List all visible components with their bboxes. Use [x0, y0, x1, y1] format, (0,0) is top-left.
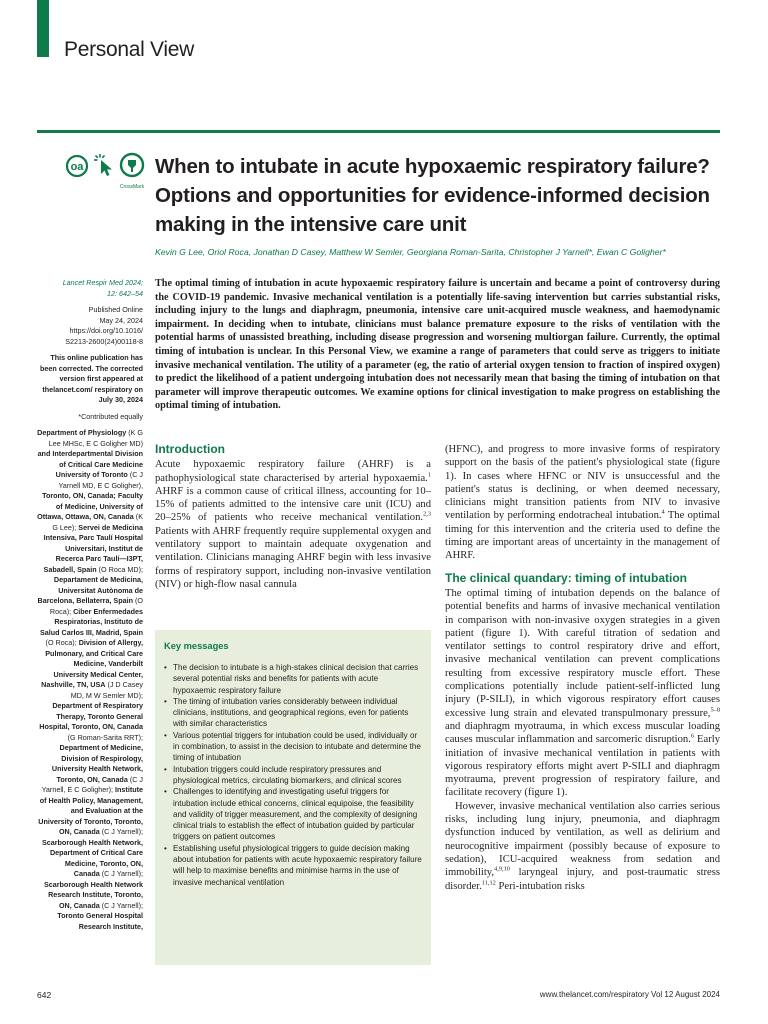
- svg-text:oa: oa: [70, 161, 84, 173]
- right-paragraph-3: However, invasive mechanical ventilation also carries serious risks, including lung injury, pneumonia, and diaphragm dysfunction induced by ventilation, as well as delirium and neurocognitive impairment (possibly because of exposure to sedation), ICU-acquired weakness from sedation and immobility,$^{4,9,10}$ laryngeal injury, and post-traumatic stress disorder.$^{11,12}$ Peri-intubation risks: [445, 800, 720, 892]
- published-date: May 24, 2024: [99, 315, 143, 325]
- affiliation-authors: (G Roman-Sarita RRT);: [67, 732, 143, 742]
- contributed-note: *Contributed equally: [78, 411, 143, 421]
- affiliation-institution: Institute of Health Policy, Management, and Evaluation at the University of Toronto, Toronto, ON, Canada: [38, 785, 143, 836]
- abstract: The optimal timing of intubation in acute hypoxaemic respiratory failure is uncertain and became a point of controversy during the COVID-19 pandemic. Invasive mechanical ventilation is a potentially life-saving intervention but carries substantial risks, including injury to the lungs and diaphragm, pneumonia, intensive care unit-acquired muscle weakness, and haemodynamic impairment. In deciding when to intubate, clinicians must balance premature exposure to the risks of ventilation with the potential harms of unassisted breathing, including disease progression and worsening multiorgan failure. Currently, the optimal timing of intubation is unclear. In this Personal View, we examine a range of parameters that could serve as triggers to initiate invasive mechanical ventilation. The utility of a parameter (eg, the ratio of arterial oxygen tension to fraction of inspired oxygen) to predict the likelihood of a patient undergoing intubation does not necessarily mean that basing the timing of intubation on that parameter will improve therapeutic outcomes. We examine options for clinical investigation to make progress on establishing the optimal timing of intubation.: [155, 278, 720, 412]
- affiliation-institution: Departament de Medicina, Universitat Autònoma de Barcelona, Bellaterra, Spain: [37, 575, 143, 605]
- right-paragraph-1: (HFNC), and progress to more invasive forms of respiratory support on the basis of the patient's physiological state (figure 1). In cases where HFNC or NIV is unsuccessful and the patient's status is declining, or when deemed necessary, clinicians might transition patients from NIV to invasive ventilation by performing endotracheal intubation.$^4$ The optimal timing for this intervention and the criteria used to define the timing are important areas of uncertainty in the management of AHRF.: [445, 444, 720, 562]
- affiliation-authors: (C J Yarnell);: [99, 827, 143, 836]
- key-messages-list: [164, 662, 422, 888]
- affiliation-authors: (C J Yarnell);: [99, 900, 143, 910]
- key-messages-box: [155, 630, 431, 965]
- affiliation-authors: (C J Yarnell MD, E C Goligher),: [58, 470, 143, 490]
- citation-journal: Lancet Respir Med 2024;: [62, 278, 143, 287]
- correction-notice: This online publication has been corrected. The corrected version first appeared at thelancet.com/ respiratory on July 30, 2024: [39, 353, 143, 404]
- affiliation-authors: (C J Yarnell);: [99, 869, 143, 878]
- affiliation-authors: (J D Casey MD, M W Semler MD);: [70, 680, 143, 700]
- left-column: [155, 443, 431, 591]
- doi-link[interactable]: https://doi.org/10.1016/ S2213-2600(24)00118-8: [65, 326, 143, 346]
- key-message-item: • The timing of intubation varies considerably between individual clinicians, institutions, and geographical regions, even for patients with similar characteristics: [164, 696, 422, 730]
- affiliation-authors: (O Roca);: [45, 638, 79, 647]
- right-paragraph-2: The optimal timing of intubation depends on the balance of potential benefits and harms of invasive mechanical ventilation in comparison with non-invasive oxygen strategies in a given patient (figure 1). With careful titration of sedation and ventilator settings to control respiratory drive and effort, invasive mechanical ventilation can prevent complications resulting from excessive respiratory muscle effort. These complications potentially include patient-self-inflicted lung injury (P-SILI), in which vigorous respiratory effort causes excessive lung strain and elevated transpulmonary pressure,$^{5-8}$ and diaphragm myotrauma, in which excess muscular loading causes muscular inflammation and sarcomeric disruption.$^6$ Early initiation of invasive mechanical ventilation in patients with vigorous respiratory efforts might avert P-SILI and diaphragm myotrauma, prevent progression of respiratory failure, and facilitate recovery (figure 1).: [445, 587, 720, 799]
- affiliation-institution: Toronto, ON, Canada; Faculty of Medicine, University of Ottawa, Ottawa, ON, Canada: [37, 491, 143, 521]
- key-message-item: • Various potential triggers for intubation could be used, individually or in combination, to assist in the decision to intubate and determine the timing of intubation: [164, 730, 422, 764]
- article-icons: [66, 152, 146, 188]
- open-access-icon[interactable]: [66, 155, 88, 177]
- affiliation-authors: (O Roca MD);: [96, 564, 143, 574]
- affiliation-institution: Servei de Medicina Intensiva, Parc Taulí Hospital Universitari, Institut de Recerca Parc Taulí—I3PT, Sabadell, Spain: [43, 522, 143, 574]
- affiliations: [37, 428, 143, 932]
- affiliation-authors: (K G Lee);: [52, 512, 143, 532]
- header-rule: [37, 130, 720, 133]
- page-number: 642: [37, 990, 52, 1000]
- accent-bar: [37, 0, 49, 57]
- cursor-click-icon[interactable]: [91, 152, 117, 178]
- affiliation-institution: Scarborough Health Network Research Institute, Toronto, ON, Canada: [43, 879, 143, 910]
- published-online-label: Published Online: [88, 305, 143, 314]
- affiliation-authors: (K G Lee MHSc, E C Goligher MD): [48, 428, 143, 448]
- affiliation-institution: Scarborough Health Network, Department of Critical Care Medicine, Toronto, ON, Canada: [41, 837, 143, 878]
- key-messages-title: Key messages: [164, 641, 229, 651]
- affiliation-institution: Department of Medicine, Division of Respirology, University Health Network, Toronto, ON, Canada: [51, 743, 143, 784]
- key-message-item: • Intubation triggers could include respiratory pressures and physiological metrics, circulating biomarkers, and clinical scores: [164, 764, 422, 787]
- affiliation-institution: and Interdepartmental Division of Critical Care Medicine University of Toronto: [37, 449, 143, 479]
- key-message-item: • Establishing useful physiological triggers to guide decision making about intubation for patients with acute hypoxaemic respiratory failure will help to maximise benefits and minimise harms in the use of invasive mechanical ventilation: [164, 843, 422, 888]
- citation-volume: 12: 642–54: [107, 288, 143, 298]
- affiliation-institution: Department of Respiratory Therapy, Toronto General Hospital, Toronto, ON, Canada: [39, 701, 143, 731]
- journal-footer: www.thelancet.com/respiratory Vol 12 August 2024: [539, 990, 720, 999]
- intro-paragraph: Acute hypoxaemic respiratory failure (AHRF) is a pathophysiological state characterised by arterial hypoxaemia.$^1$ AHRF is a common cause of critical illness, accounting for 10–15% of patients admitted to the intensive care unit (ICU) and 20–25% of patients who receive mechanical ventilation.$^{2,3}$ Patients with AHRF frequently require supplemental oxygen and ventilatory support to maintain adequate oxygenation and ventilation. Clinicians managing AHRF begin with less invasive forms of respiratory support, including non-invasive ventilation (NIV) or high-flow nasal cannula: [155, 459, 431, 590]
- affiliation-authors: (C J Yarnell, E C Goligher);: [41, 774, 143, 794]
- right-column: [445, 443, 720, 893]
- affiliation-institution: Division of Allergy, Pulmonary, and Critical Care Medicine, Vanderbilt University Medical Center, Nashville, TN, USA: [41, 638, 143, 689]
- key-message-item: • The decision to intubate is a high-stakes clinical decision that carries several potential risks and benefits for patients with acute hypoxaemic respiratory failure: [164, 662, 422, 696]
- intro-heading: Introduction: [155, 442, 225, 456]
- section-label: Personal View: [64, 38, 194, 61]
- sidebar: [37, 278, 143, 932]
- author-list: Kevin G Lee, Oriol Roca, Jonathan D Casey, Matthew W Semler, Georgiana Roman-Sarita, Christopher J Yarnell*, Ewan C Goligher*: [155, 247, 666, 257]
- affiliation-institution: Department of Physiology: [37, 428, 127, 437]
- crossmark-label: CrossMark: [119, 184, 145, 190]
- affiliation-institution: Ciber Enfermedades Respiratorias, Instituto de Salud Carlos III, Madrid, Spain: [39, 606, 143, 637]
- quandary-heading: The clinical quandary: timing of intubation: [445, 570, 688, 585]
- article-title: When to intubate in acute hypoxaemic respiratory failure? Options and opportunities for evidence-informed decision making in the intensive care unit: [155, 155, 710, 236]
- affiliation-institution: Toronto General Hospital Research Institute,: [57, 911, 143, 931]
- affiliation-authors: (O Roca);: [49, 596, 143, 616]
- crossmark-icon[interactable]: [119, 152, 145, 188]
- key-message-item: • Challenges to identifying and investigating useful triggers for intubation include ethical concerns, clinical equipoise, the feasibility and validity of trigger measurement, and the complexity of designing clinical trials to establish the effect of intubation guided by particular triggers on patient outcomes: [164, 786, 422, 842]
